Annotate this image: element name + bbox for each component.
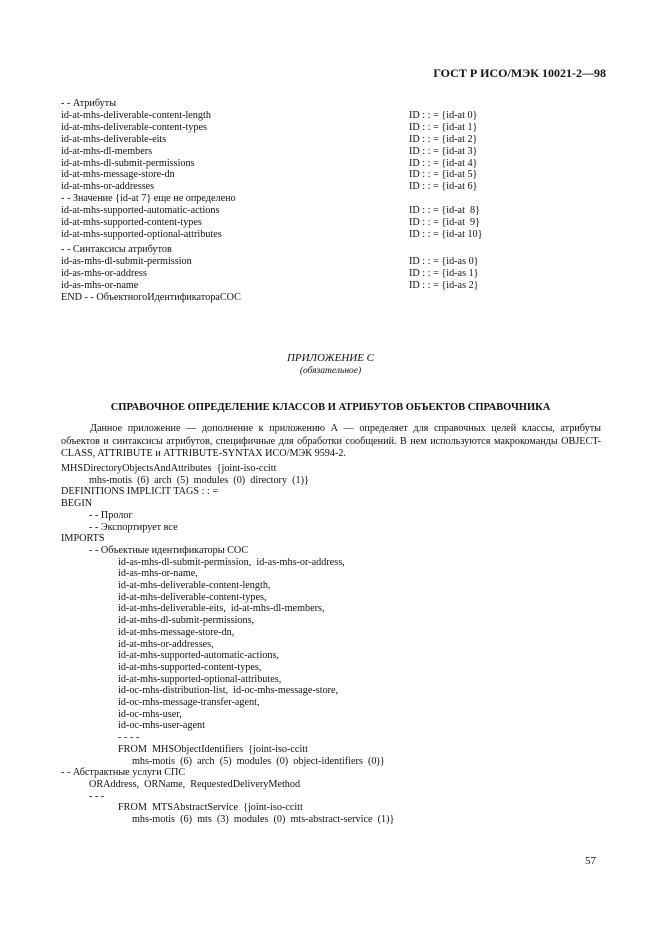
- code-line: ORAddress, ORName, RequestedDeliveryMethod: [89, 778, 301, 790]
- syntax-name: id-as-mhs-or-address: [61, 267, 147, 279]
- attribute-id: ID : : = {id-at 6}: [409, 181, 478, 193]
- code-line: BEGIN: [61, 498, 93, 510]
- code-line: id-oc-mhs-user,: [118, 708, 182, 720]
- attribute-name: id-at-mhs-or-addresses: [61, 181, 155, 193]
- attribute-name: id-at-mhs-deliverable-eits: [61, 133, 167, 145]
- comment-line: - - Синтаксисы атрибутов: [61, 243, 172, 255]
- code-line: mhs-motis (6) mts (3) modules (0) mts-abstract-service (1)}: [132, 814, 395, 825]
- attribute-id: ID : : = {id-at 0}: [409, 109, 478, 121]
- attribute-name: id-at-mhs-message-store-dn: [61, 169, 175, 181]
- code-line: DEFINITIONS IMPLICIT TAGS : : =: [61, 486, 219, 498]
- code-line: - - - -: [118, 732, 140, 744]
- syntax-id: ID : : = {id-as 0}: [409, 255, 479, 267]
- attribute-id: ID : : = {id-at 2}: [409, 133, 478, 145]
- code-line: id-at-mhs-deliverable-content-types,: [118, 591, 267, 603]
- attribute-id: ID : : = {id-at 10}: [409, 228, 483, 240]
- code-line: id-at-mhs-supported-automatic-actions,: [118, 650, 279, 662]
- attribute-name: id-at-mhs-dl-submit-permissions: [61, 157, 195, 169]
- code-line: id-at-mhs-message-store-dn,: [118, 626, 235, 638]
- code-line: - - Пролог: [89, 509, 133, 521]
- code-line: - - -: [89, 790, 105, 802]
- attribute-id: ID : : = {id-at 8}: [409, 205, 480, 217]
- code-line: id-as-mhs-or-name,: [118, 568, 198, 580]
- code-line: id-at-mhs-deliverable-content-length,: [118, 580, 271, 591]
- code-line: mhs-motis (6) arch (5) modules (0) directory (1)}: [89, 474, 309, 486]
- code-line: - - Экспортирует все: [89, 521, 178, 533]
- attribute-name: id-at-mhs-deliverable-content-length: [61, 109, 211, 121]
- code-line: FROM MTSAbstractService {joint-iso-ccitt: [118, 802, 303, 814]
- comment-line: - - Атрибуты: [61, 98, 117, 109]
- standard-header: ГОСТ Р ИСО/МЭК 10021-2—98: [433, 66, 606, 80]
- syntax-name: id-as-mhs-or-name: [61, 279, 139, 291]
- intro-paragraph: [61, 423, 601, 461]
- code-line: id-at-mhs-or-addresses,: [118, 638, 214, 650]
- code-line: id-oc-mhs-distribution-list, id-oc-mhs-message-store,: [118, 685, 339, 697]
- code-line: mhs-motis (6) arch (5) modules (0) object-identifiers (0)}: [132, 755, 385, 767]
- code-line: id-oc-mhs-message-transfer-agent,: [118, 697, 260, 708]
- syntax-name: id-as-mhs-dl-submit-permission: [61, 255, 192, 267]
- appendix-title: ПРИЛОЖЕНИЕ С: [286, 352, 375, 364]
- code-line: id-at-mhs-dl-submit-permissions,: [118, 615, 255, 627]
- code-line: id-oc-mhs-user-agent: [118, 720, 205, 732]
- attribute-id: ID : : = {id-at 1}: [409, 121, 478, 133]
- end-line: END - - ОбъектногоИдентификатораСОС: [61, 292, 241, 304]
- code-line: id-at-mhs-deliverable-eits, id-at-mhs-dl-members,: [118, 603, 325, 615]
- code-line: - - Объектные идентификаторы СОС: [89, 544, 249, 556]
- attribute-name: id-at-mhs-supported-automatic-actions: [61, 205, 220, 217]
- code-line: id-as-mhs-dl-submit-permission, id-as-mhs-or-address,: [118, 556, 345, 568]
- attribute-id: ID : : = {id-at 3}: [409, 145, 478, 157]
- attribute-id: ID : : = {id-at 9}: [409, 217, 480, 228]
- attribute-name: id-at-mhs-supported-optional-attributes: [61, 228, 222, 240]
- attribute-id: ID : : = {id-at 5}: [409, 169, 478, 181]
- code-line: MHSDirectoryObjectsAndAttributes {joint-iso-ccitt: [61, 463, 277, 474]
- code-line: id-at-mhs-supported-content-types,: [118, 661, 262, 673]
- page-number: 57: [585, 855, 596, 867]
- code-line: IMPORTS: [61, 533, 105, 545]
- appendix-status: (обязательное): [299, 366, 362, 376]
- attribute-name: id-at-mhs-dl-members: [61, 145, 153, 157]
- attribute-name: id-at-mhs-supported-content-types: [61, 217, 202, 228]
- syntax-id: ID : : = {id-as 2}: [409, 279, 479, 291]
- comment-line: - - Значение {id-at 7} еще не определено: [61, 193, 236, 205]
- attribute-name: id-at-mhs-deliverable-content-types: [61, 121, 207, 133]
- syntax-id: ID : : = {id-as 1}: [409, 267, 479, 279]
- code-line: - - Абстрактные услуги СПС: [61, 767, 186, 779]
- code-line: id-at-mhs-supported-optional-attributes,: [118, 673, 282, 685]
- intro-text: Данное приложение — дополнение к приложению А — определяет для справочных целей классы, атрибуты объектов и синтаксисы атрибутов, специфичные для обработки сообщений. В нем используются макрокоманды OBJECT-CLASS, ATTRIBUTE и ATTRIBUTE-SYNTAX ИСО/МЭК 9594-2.: [61, 423, 601, 460]
- attribute-id: ID : : = {id-at 4}: [409, 157, 478, 169]
- code-line: FROM MHSObjectIdentifiers {joint-iso-ccitt: [118, 743, 308, 755]
- section-heading: СПРАВОЧНОЕ ОПРЕДЕЛЕНИЕ КЛАССОВ И АТРИБУТОВ ОБЪЕКТОВ СПРАВОЧНИКА: [110, 402, 551, 413]
